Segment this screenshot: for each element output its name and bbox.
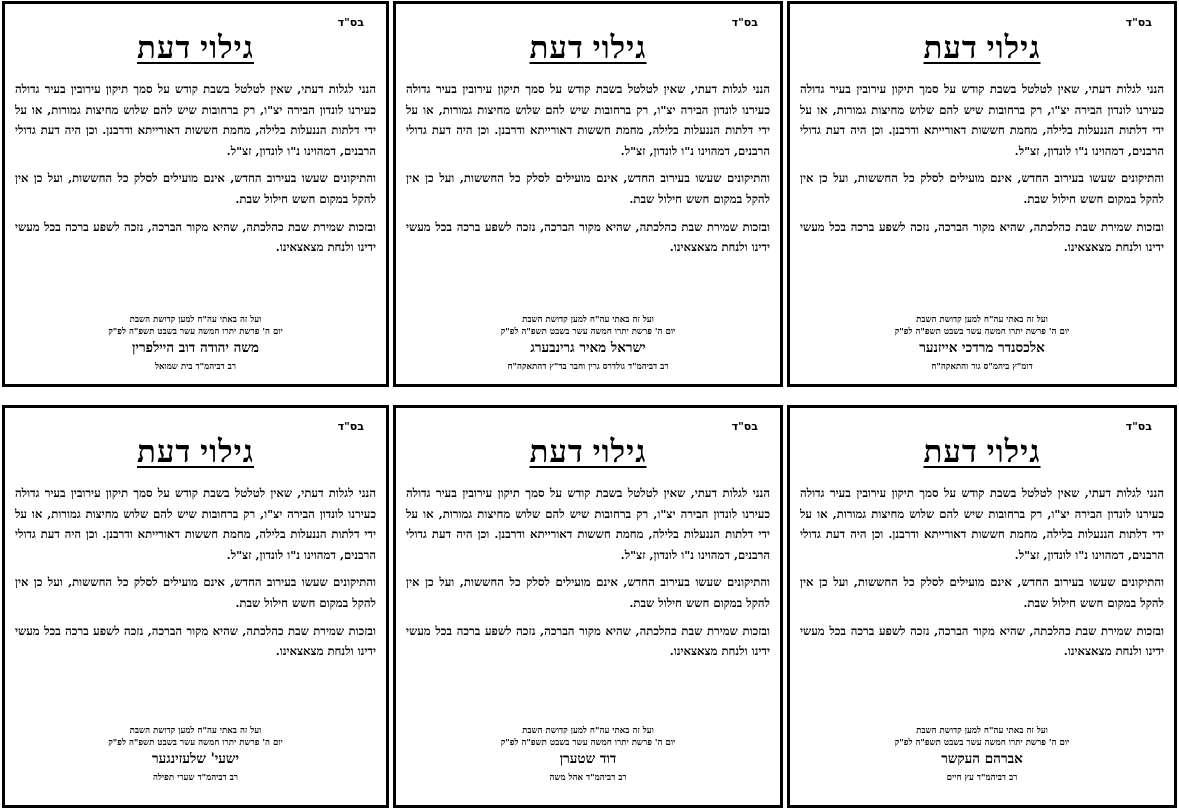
dedication-line: ועל זה באתי עה"ח למען קדושת השבת <box>129 315 262 325</box>
notice-footer <box>796 314 1168 374</box>
signer-name: דוד שטערן <box>559 751 617 767</box>
notice-paragraph: והתיקונים שעשו בעירוב החדש, אינם מועילים לסלק כל החששות, ועל כן אין להקל במקום חשש חילול שבת. <box>800 171 1164 206</box>
signer-title: רב דביהמ"ד אהל משה <box>549 773 627 783</box>
notice-body <box>15 79 376 258</box>
bsd-mark: בס"ד <box>337 16 364 29</box>
notice-body <box>406 483 770 662</box>
notice-title <box>396 30 780 71</box>
bsd-mark: בס"ד <box>731 420 758 433</box>
signer-name: ישעי' שלעזינגער <box>151 751 240 767</box>
notice-title-text: גילוי דעת <box>529 434 647 469</box>
notice-title-text: גילוי דעת <box>529 30 647 65</box>
bsd-mark: בס"ד <box>337 420 364 433</box>
notice-footer <box>796 725 1168 785</box>
notice-footer <box>402 725 774 785</box>
bsd-mark: בס"ד <box>1125 420 1152 433</box>
notice-paragraph: ובזכות שמירת שבת כהלכתה, שהיא מקור הברכה, נזכה לשפע ברכה בכל מעשי ידינו ולנחת מצאצאינו. <box>15 623 376 659</box>
notice-paragraph: ובזכות שמירת שבת כהלכתה, שהיא מקור הברכה, נזכה לשפע ברכה בכל מעשי ידינו ולנחת מצאצאינו. <box>406 623 770 659</box>
notice-paragraph: והתיקונים שעשו בעירוב החדש, אינם מועילים לסלק כל החששות, ועל כן אין להקל במקום חשש חילול שבת. <box>15 171 376 206</box>
notice-body <box>15 483 376 662</box>
notice-footer <box>11 314 380 374</box>
date-line: יום ה' פרשת יתרו חמשה עשר בשבט תשפ"ה לפ"ק <box>500 327 676 337</box>
notice-paragraph: והתיקונים שעשו בעירוב החדש, אינם מועילים לסלק כל החששות, ועל כן אין להקל במקום חשש חילול שבת. <box>406 575 770 610</box>
dedication-line: ועל זה באתי עה"ח למען קדושת השבת <box>916 315 1048 325</box>
notice-body <box>800 79 1164 258</box>
notice-card <box>787 1 1177 387</box>
signer-name: אלכסנדר מרדכי אייזנער <box>919 340 1045 356</box>
notice-title-text: גילוי דעת <box>136 434 255 469</box>
date-line: יום ה' פרשת יתרו חמשה עשר בשבט תשפ"ה לפ"ק <box>894 738 1070 748</box>
notice-card <box>2 1 389 387</box>
notice-paragraph: ובזכות שמירת שבת כהלכתה, שהיא מקור הברכה, נזכה לשפע ברכה בכל מעשי ידינו ולנחת מצאצאינו. <box>406 219 770 255</box>
signer-title: דומ"ץ ביהמ"ס גור והתאקה"ח <box>931 362 1033 372</box>
notice-paragraph: והתיקונים שעשו בעירוב החדש, אינם מועילים לסלק כל החששות, ועל כן אין להקל במקום חשש חילול שבת. <box>406 171 770 206</box>
bsd-mark: בס"ד <box>1125 16 1152 29</box>
date-line: יום ה' פרשת יתרו חמשה עשר בשבט תשפ"ה לפ"ק <box>108 738 283 748</box>
signer-title: רב דביהמ"ד שערי תפילה <box>152 773 239 783</box>
notice-paragraph: ובזכות שמירת שבת כהלכתה, שהיא מקור הברכה, נזכה לשפע ברכה בכל מעשי ידינו ולנחת מצאצאינו. <box>800 219 1164 255</box>
dedication-line: ועל זה באתי עה"ח למען קדושת השבת <box>916 726 1048 736</box>
signer-name: אברהם העקשר <box>941 751 1023 767</box>
date-line: יום ה' פרשת יתרו חמשה עשר בשבט תשפ"ה לפ"ק <box>500 738 676 748</box>
notice-title <box>790 30 1174 71</box>
notice-card <box>2 405 389 808</box>
notice-footer <box>402 314 774 374</box>
notice-paragraph: ובזכות שמירת שבת כהלכתה, שהיא מקור הברכה, נזכה לשפע ברכה בכל מעשי ידינו ולנחת מצאצאינו. <box>15 219 376 255</box>
notice-card <box>393 1 783 387</box>
notice-paragraph: והתיקונים שעשו בעירוב החדש, אינם מועילים לסלק כל החששות, ועל כן אין להקל במקום חשש חילול שבת. <box>800 575 1164 610</box>
signer-title: רב דביהמ"ד בית שמואל <box>154 362 237 372</box>
bsd-mark: בס"ד <box>731 16 758 29</box>
notice-paragraph: הנני לגלות דעתי, שאין לטלטל בשבת קודש על סמך תיקון עירובין בעיר גדולה כעירנו לונדון הבירה יצ"ו, רק ברחובות שיש להם שלוש מחיצות גמורות, או על ידי דלתות הננעלות בלילה, מחמת חששות דאורייתא ודרבנן. וכן היה דעת גדולי הרבנים, דמהוינו נ"ו לונדון, זצ"ל. <box>800 486 1164 562</box>
notice-paragraph: הנני לגלות דעתי, שאין לטלטל בשבת קודש על סמך תיקון עירובין בעיר גדולה כעירנו לונדון הבירה יצ"ו, רק ברחובות שיש להם שלוש מחיצות גמורות, או על ידי דלתות הננעלות בלילה, מחמת חששות דאורייתא ודרבנן. וכן היה דעת גדולי הרבנים, דמהוינו נ"ו לונדון, זצ"ל. <box>15 486 376 562</box>
date-line: יום ה' פרשת יתרו חמשה עשר בשבט תשפ"ה לפ"ק <box>108 327 283 337</box>
notice-title-text: גילוי דעת <box>136 30 255 65</box>
notice-body <box>800 483 1164 662</box>
notice-title <box>5 30 386 71</box>
notice-footer <box>11 725 380 785</box>
notice-body <box>406 79 770 258</box>
signer-title: רב דביהמ"ד גולדרס גרין וחבר בד"ץ דהתאקה"ח <box>507 362 669 372</box>
dedication-line: ועל זה באתי עה"ח למען קדושת השבת <box>522 315 654 325</box>
notice-paragraph: הנני לגלות דעתי, שאין לטלטל בשבת קודש על סמך תיקון עירובין בעיר גדולה כעירנו לונדון הבירה יצ"ו, רק ברחובות שיש להם שלוש מחיצות גמורות, או על ידי דלתות הננעלות בלילה, מחמת חששות דאורייתא ודרבנן. וכן היה דעת גדולי הרבנים, דמהוינו נ"ו לונדון, זצ"ל. <box>406 486 770 562</box>
notice-paragraph: והתיקונים שעשו בעירוב החדש, אינם מועילים לסלק כל החששות, ועל כן אין להקל במקום חשש חילול שבת. <box>15 575 376 610</box>
notice-paragraph: הנני לגלות דעתי, שאין לטלטל בשבת קודש על סמך תיקון עירובין בעיר גדולה כעירנו לונדון הבירה יצ"ו, רק ברחובות שיש להם שלוש מחיצות גמורות, או על ידי דלתות הננעלות בלילה, מחמת חששות דאורייתא ודרבנן. וכן היה דעת גדולי הרבנים, דמהוינו נ"ו לונדון, זצ"ל. <box>15 82 376 158</box>
notice-card <box>393 405 783 808</box>
notice-paragraph: הנני לגלות דעתי, שאין לטלטל בשבת קודש על סמך תיקון עירובין בעיר גדולה כעירנו לונדון הבירה יצ"ו, רק ברחובות שיש להם שלוש מחיצות גמורות, או על ידי דלתות הננעלות בלילה, מחמת חששות דאורייתא ודרבנן. וכן היה דעת גדולי הרבנים, דמהוינו נ"ו לונדון, זצ"ל. <box>406 82 770 158</box>
notice-title-text: גילוי דעת <box>923 434 1041 469</box>
notice-paragraph: הנני לגלות דעתי, שאין לטלטל בשבת קודש על סמך תיקון עירובין בעיר גדולה כעירנו לונדון הבירה יצ"ו, רק ברחובות שיש להם שלוש מחיצות גמורות, או על ידי דלתות הננעלות בלילה, מחמת חששות דאורייתא ודרבנן. וכן היה דעת גדולי הרבנים, דמהוינו נ"ו לונדון, זצ"ל. <box>800 82 1164 158</box>
notice-card <box>787 405 1177 808</box>
notice-paragraph: ובזכות שמירת שבת כהלכתה, שהיא מקור הברכה, נזכה לשפע ברכה בכל מעשי ידינו ולנחת מצאצאינו. <box>800 623 1164 659</box>
dedication-line: ועל זה באתי עה"ח למען קדושת השבת <box>129 726 262 736</box>
signer-name: ישראל מאיר גרינבערג <box>530 340 646 356</box>
notice-title <box>396 434 780 475</box>
date-line: יום ה' פרשת יתרו חמשה עשר בשבט תשפ"ה לפ"ק <box>894 327 1070 337</box>
notice-title-text: גילוי דעת <box>923 30 1041 65</box>
notice-title <box>5 434 386 475</box>
signer-title: רב דביהמ"ד עץ חיים <box>946 773 1018 783</box>
dedication-line: ועל זה באתי עה"ח למען קדושת השבת <box>522 726 654 736</box>
notice-title <box>790 434 1174 475</box>
signer-name: משה יהודה דוב היילפרין <box>131 340 259 356</box>
